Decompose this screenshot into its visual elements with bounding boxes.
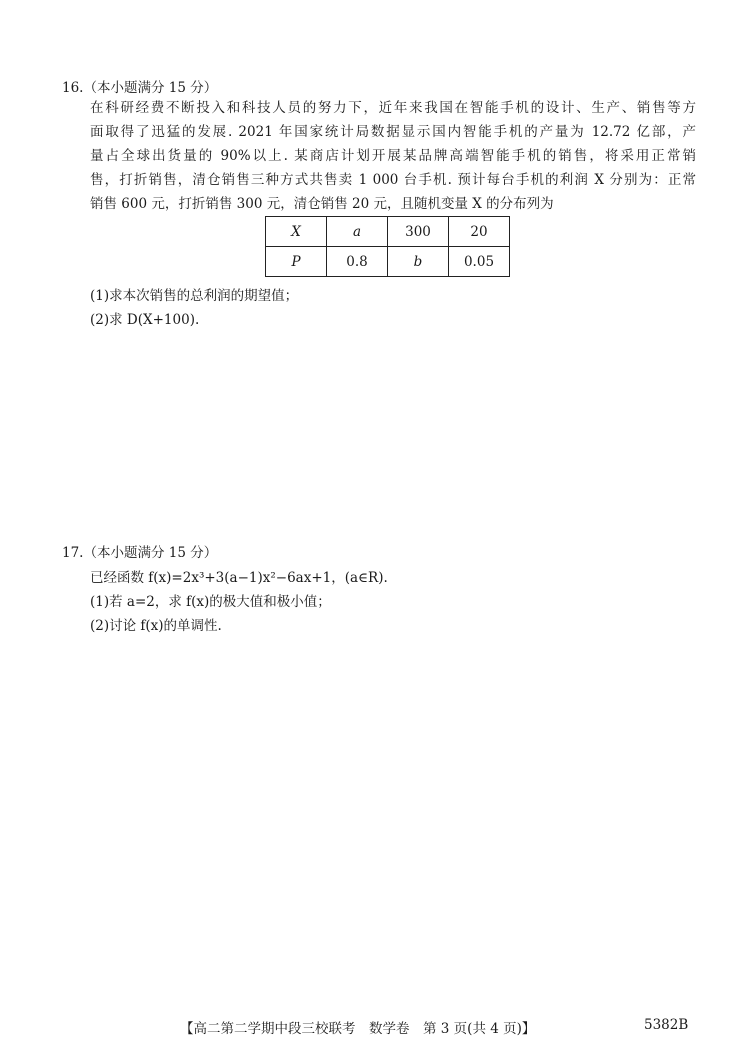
page-footer: 【高二第二学期中段三校联考 数学卷 第 3 页(共 4 页)】 <box>180 1021 536 1037</box>
table-cell: 0.8 <box>327 247 388 277</box>
q16-header: 16.（本小题满分 15 分） <box>62 80 218 96</box>
table-cell: b <box>388 247 449 277</box>
q16-line-3: 量占全球出货量的 90%以上. 某商店计划开展某品牌高端智能手机的销售，将采用正常销 <box>90 148 696 164</box>
q16-line-1: 在科研经费不断投入和科技人员的努力下，近年来我国在智能手机的设计、生产、销售等方 <box>90 100 696 116</box>
q16-line-5: 销售 600 元，打折销售 300 元，清仓销售 20 元，且随机变量 X 的分布列为 <box>90 196 554 212</box>
q16-part-1: (1)求本次销售的总利润的期望值； <box>90 288 299 304</box>
q17-stem: 已经函数 f(x)=2x³+3(a−1)x²−6ax+1，(a∈R). <box>90 570 388 586</box>
table-cell: 20 <box>449 217 510 247</box>
table-cell: 300 <box>388 217 449 247</box>
table-cell: X <box>266 217 327 247</box>
table-row <box>266 247 510 277</box>
q16-part-2: (2)求 D(X+100). <box>90 312 200 328</box>
q16-line-2: 面取得了迅猛的发展. 2021 年国家统计局数据显示国内智能手机的产量为 12.72 亿部，产 <box>90 124 696 140</box>
distribution-table <box>265 216 510 277</box>
q16-line-4: 售，打折销售，清仓销售三种方式共售卖 1 000 台手机. 预计每台手机的利润 X 分别为：正常 <box>90 172 696 188</box>
q17-header: 17.（本小题满分 15 分） <box>62 545 218 561</box>
table-row <box>266 217 510 247</box>
table-cell: 0.05 <box>449 247 510 277</box>
q17-part-2: (2)讨论 f(x)的单调性. <box>90 618 222 634</box>
q17-part-1: (1)若 a=2，求 f(x)的极大值和极小值； <box>90 594 331 610</box>
q16-stem <box>90 96 696 216</box>
table-cell: P <box>266 247 327 277</box>
table-cell: a <box>327 217 388 247</box>
paper-code: 5382B <box>644 1017 689 1033</box>
